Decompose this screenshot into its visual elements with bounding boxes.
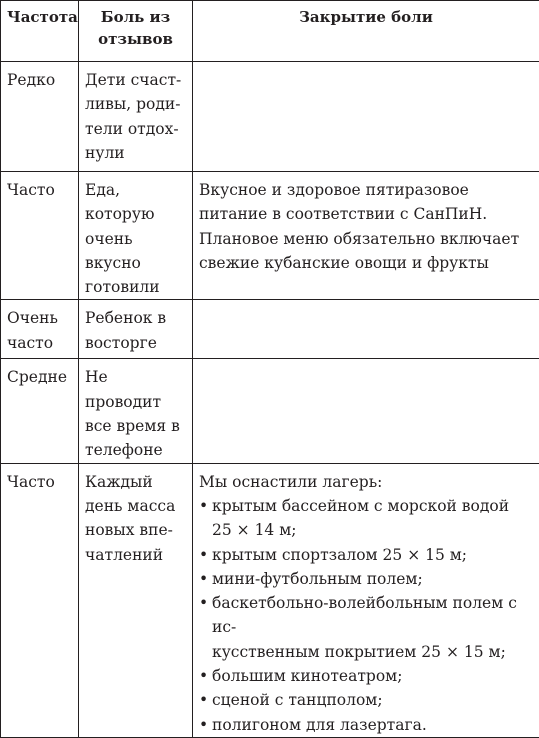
list-item: • мини-футбольным полем; [199, 567, 533, 591]
cell-frequency: Средне [1, 359, 79, 463]
list-item: • большим кинотеатром; [199, 664, 533, 688]
list-item: • полигоном для лазертага. [199, 713, 533, 737]
cell-solution [193, 463, 539, 737]
cell-solution: Вкусное и здоровое пятиразовое питание в соответствии с СанПиН. Плановое меню обязательно включает свежие кубанские овощи и фрукты [193, 172, 539, 300]
table-row [1, 62, 539, 172]
table-row [1, 463, 539, 737]
cell-solution [193, 359, 539, 463]
equipment-list [199, 494, 533, 737]
cell-solution [193, 300, 539, 359]
cell-frequency: Часто [1, 172, 79, 300]
table-row [1, 359, 539, 463]
cell-solution [193, 62, 539, 172]
cell-frequency: Редко [1, 62, 79, 172]
table-row [1, 300, 539, 359]
header-pain: Боль из отзывов [79, 1, 193, 62]
list-item: • баскетбольно-волейбольным полем с ис- кусственным покрытием 25 × 15 м; [199, 591, 533, 664]
header-frequency: Частота [1, 1, 79, 62]
cell-frequency: Очень часто [1, 300, 79, 359]
table-row [1, 172, 539, 300]
cell-pain: Каждый день масса новых впе- чатлений [79, 463, 193, 737]
cell-pain: Еда, которую очень вкусно готовили [79, 172, 193, 300]
header-solution: Закрытие боли [193, 1, 539, 62]
cell-pain: Ребенок в восторге [79, 300, 193, 359]
cell-pain: Дети счаст- ливы, роди- тели отдох- нули [79, 62, 193, 172]
cell-frequency: Часто [1, 463, 79, 737]
solution-intro: Мы оснастили лагерь: [199, 470, 533, 494]
list-item: • крытым спортзалом 25 × 15 м; [199, 543, 533, 567]
header-row [1, 1, 539, 62]
cell-pain: Не проводит все время в телефоне [79, 359, 193, 463]
list-item: • крытым бассейном с морской водой 25 × 14 м; [199, 494, 533, 543]
list-item: • сценой с танцполом; [199, 688, 533, 712]
